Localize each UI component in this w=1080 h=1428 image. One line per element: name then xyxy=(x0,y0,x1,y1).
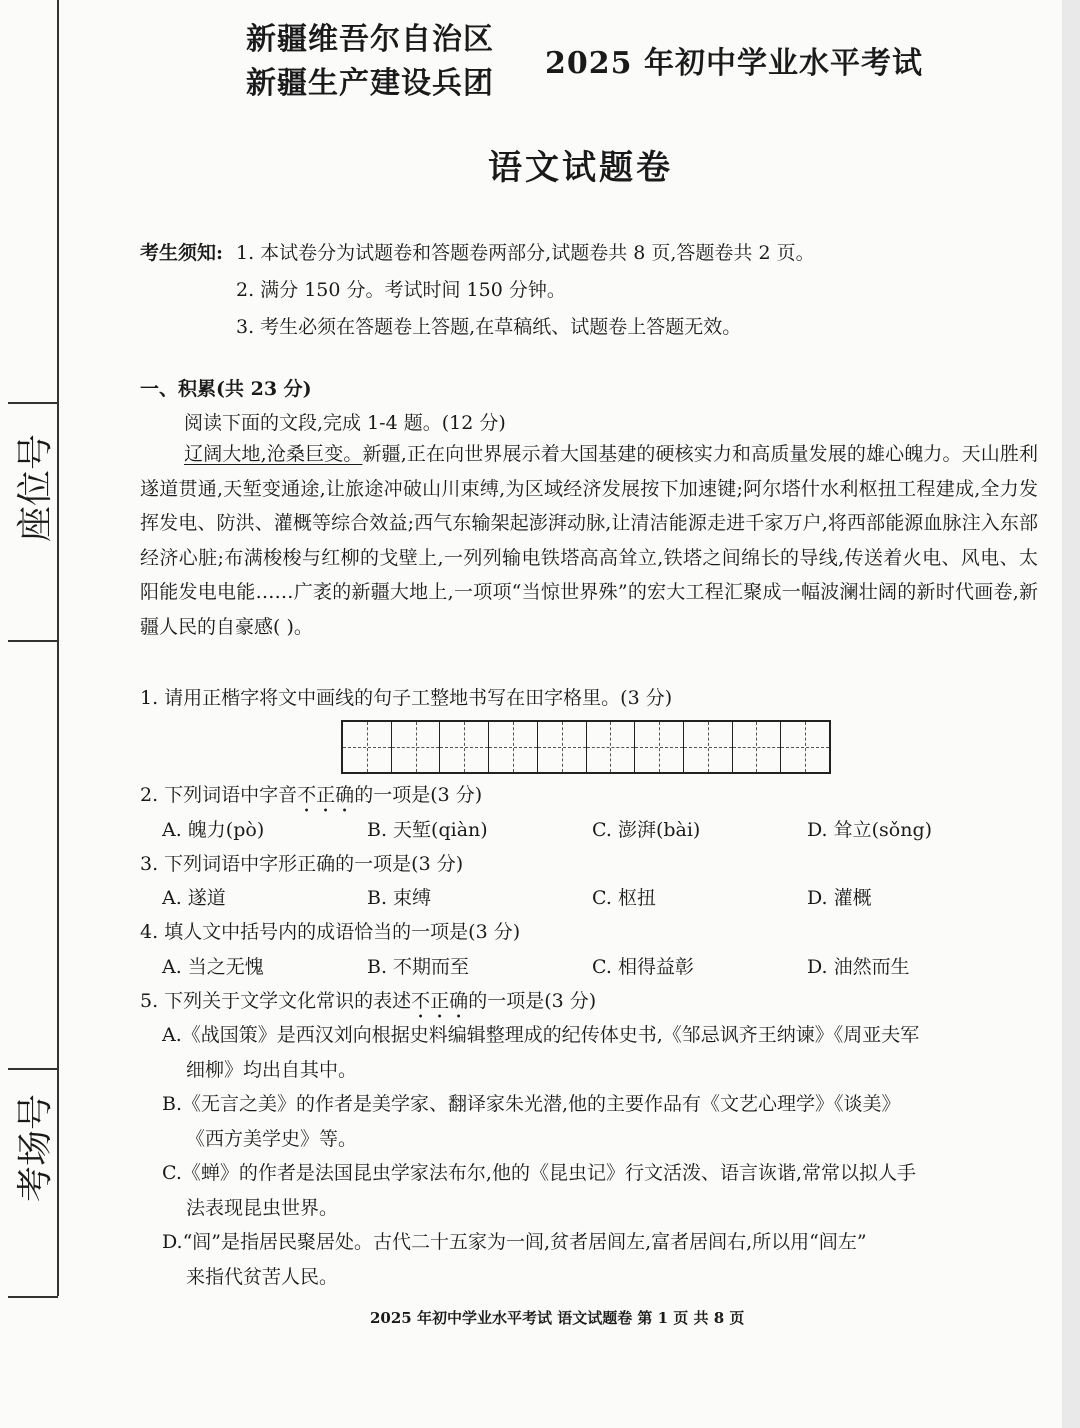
q5-option-a-line1: A.《战国策》是西汉刘向根据史料编辑整理成的纪传体史书,《邹忌讽齐王纳谏》《周亚夫军 xyxy=(162,1024,920,1046)
q5-option-d-line1: D.“闾”是指居民聚居处。古代二十五家为一闾,贫者居闾左,富者居闾右,所以用“闾左” xyxy=(162,1231,867,1253)
notice-item-1: 1. 本试卷分为试题卷和答题卷两部分,试题卷共 8 页,答题卷共 2 页。 xyxy=(236,242,815,264)
notice-item-3: 3. 考生必须在答题卷上答题,在草稿纸、试题卷上答题无效。 xyxy=(236,316,742,338)
q5-option-c-line2: 法表现昆虫世界。 xyxy=(186,1197,339,1219)
q3-option-c: C. 枢扭 xyxy=(592,887,656,909)
exam-name: 2025 年初中学业水平考试 xyxy=(545,46,923,81)
grid-cell[interactable] xyxy=(440,722,489,772)
margin-divider xyxy=(8,1068,58,1070)
reading-passage xyxy=(140,437,1038,644)
margin-divider xyxy=(8,640,58,642)
q2-stem-end: 的一项是(3 分) xyxy=(354,784,483,806)
q4-option-c: C. 相得益彰 xyxy=(592,956,694,978)
page-title: 语文试题卷 xyxy=(488,148,673,188)
q2-stem-start: 2. 下列词语中字音 xyxy=(140,784,298,806)
underlined-sentence: 辽阔大地,沧桑巨变。 xyxy=(184,443,363,465)
exam-room-label xyxy=(10,1162,62,1202)
question-2 xyxy=(140,783,482,817)
grid-cell[interactable] xyxy=(489,722,538,772)
passage-body: 新疆,正在向世界展示着大国基建的硬核实力和高质量发展的雄心魄力。天山胜利遂道贯通,天堑变通途,让旅途冲破山川束缚,为区域经济发展按下加速键;阿尔塔什水利枢扭工程建成,全力发挥发电、防洪、灌概等综合效益;西气东输架起澎湃动脉,让清洁能源走进千家万户,将西部能源血脉注入东部经济心脏;布满梭梭与红柳的戈壁上,一列列输电铁塔高高耸立,铁塔之间绵长的导线,传送着火电、风电、太阳能发电电能……广袤的新疆大地上,一项项“当惊世界殊”的宏大工程汇聚成一幅波澜壮阔的新时代画卷,新疆人民的自豪感( )。 xyxy=(140,443,1038,638)
q5-option-d-line2: 来指代贫苦人民。 xyxy=(186,1266,339,1288)
q4-option-a: A. 当之无愧 xyxy=(162,956,264,978)
question-4: 4. 填人文中括号内的成语恰当的一项是(3 分) xyxy=(140,921,521,943)
q5-option-b-line2: 《西方美学史》等。 xyxy=(186,1128,358,1150)
grid-cell[interactable] xyxy=(635,722,684,772)
grid-cell[interactable] xyxy=(343,722,392,772)
q2-stem-emphasis: 不正确 xyxy=(297,784,355,806)
q2-option-a: A. 魄力(pò) xyxy=(162,819,265,841)
grid-cell[interactable] xyxy=(392,722,441,772)
region-header xyxy=(246,18,494,106)
q5-option-b-line1: B.《无言之美》的作者是美学家、翻译家朱光潜,他的主要作品有《文艺心理学》《谈美》 xyxy=(162,1093,901,1115)
q3-option-b: B. 束缚 xyxy=(367,887,432,909)
q5-stem-emphasis: 不正确 xyxy=(411,990,469,1012)
margin-divider xyxy=(8,1296,58,1298)
q2-option-b: B. 天堑(qiàn) xyxy=(367,819,488,841)
seat-number-label xyxy=(10,502,62,542)
q3-option-d: D. 灌概 xyxy=(807,887,872,909)
region-line-1: 新疆维吾尔自治区 xyxy=(246,22,494,57)
q4-option-b: B. 不期而至 xyxy=(367,956,470,978)
q5-stem-end: 的一项是(3 分) xyxy=(468,990,597,1012)
q2-option-d: D. 耸立(sǒng) xyxy=(807,819,933,841)
notice-item-2: 2. 满分 150 分。考试时间 150 分钟。 xyxy=(236,279,566,301)
question-3: 3. 下列词语中字形正确的一项是(3 分) xyxy=(140,853,464,875)
region-line-2: 新疆生产建设兵团 xyxy=(246,66,494,101)
grid-cell[interactable] xyxy=(781,722,829,772)
binding-line xyxy=(57,0,59,1296)
question-1: 1. 请用正楷字将文中画线的句子工整地书写在田字格里。(3 分) xyxy=(140,687,673,709)
q5-option-a-line2: 细柳》均出自其中。 xyxy=(186,1059,358,1081)
page-footer: 2025 年初中学业水平考试 语文试题卷 第 1 页 共 8 页 xyxy=(370,1309,745,1327)
grid-cell[interactable] xyxy=(587,722,636,772)
notice-label: 考生须知: xyxy=(140,242,224,264)
page-edge-shadow xyxy=(1062,0,1080,1428)
grid-cell[interactable] xyxy=(733,722,782,772)
q3-option-a: A. 遂道 xyxy=(162,887,226,909)
grid-cell[interactable] xyxy=(538,722,587,772)
question-5 xyxy=(140,989,596,1023)
section-heading: 一、积累(共 23 分) xyxy=(140,378,312,400)
q2-option-c: C. 澎湃(bài) xyxy=(592,819,701,841)
margin-divider xyxy=(8,402,58,404)
tianzige-grid[interactable] xyxy=(341,720,831,774)
grid-cell[interactable] xyxy=(684,722,733,772)
q5-option-c-line1: C.《蝉》的作者是法国昆虫学家法布尔,他的《昆虫记》行文活泼、语言诙谐,常常以拟人手 xyxy=(162,1162,916,1184)
q5-stem-start: 5. 下列关于文学文化常识的表述 xyxy=(140,990,412,1012)
q4-option-d: D. 油然而生 xyxy=(807,956,910,978)
reading-intro: 阅读下面的文段,完成 1-4 题。(12 分) xyxy=(184,412,506,434)
